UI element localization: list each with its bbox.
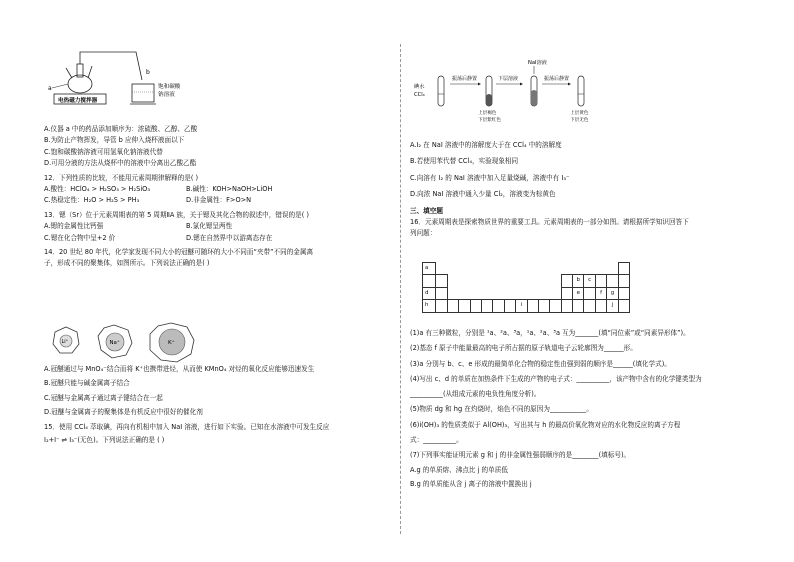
stirrer-label: 电热磁力搅拌器 xyxy=(58,98,98,104)
q16-item-1: (1)a 有三种微粒，分别是 ¹a、²a、³a，¹a、²a、³a 互为_______(填“同位素”或“同素异形体”)。 xyxy=(410,329,690,337)
crown-ether-li xyxy=(53,327,79,353)
q12-option-d: D.非金属性：F>O>N xyxy=(186,196,252,205)
q14-option-c: C.冠醚与金属离子通过离子键结合在一起 xyxy=(44,393,163,402)
q12-option-a: A.酸性：HClO₄ > H₂SO₃ > H₂SiO₃ xyxy=(44,185,151,194)
crown-ether-na xyxy=(98,325,132,358)
q14-stem-1: 14．20 世纪 80 年代，化学家发现不同大小的冠醚可随环的大小不同而“夹带”不同的金属离 xyxy=(44,248,314,257)
section-heading: 三、填空题 xyxy=(410,206,443,215)
q16-item-7: (7)下列事实能证明元素 g 和 j 的非金属性强弱顺序的是________(填标号)。 xyxy=(410,451,631,460)
q16-item-6: (6)i(OH)₃ 的性质类似于 Al(OH)₃，写出其与 h 的最高价氧化物对应的水化物反应的离子方程 xyxy=(410,421,681,430)
nai-label: NaI溶液 xyxy=(528,60,547,66)
ion-na: Na⁺ xyxy=(109,340,120,346)
cell-j: j xyxy=(607,300,618,312)
q11-option-a: A.仪器 a 中的药品添加顺序为：浓硫酸、乙醇、乙酸 xyxy=(44,125,198,133)
crown-ether-figure xyxy=(46,322,206,364)
flask-label-2: 钠溶液 xyxy=(158,92,175,98)
cell-h: h xyxy=(423,300,436,312)
esterification-apparatus-figure xyxy=(46,42,186,120)
extraction-experiment-figure xyxy=(414,56,614,132)
cell-b: b xyxy=(573,275,584,287)
periodic-table xyxy=(422,262,630,313)
q13-stem: 13．锶（Sr）位于元素周期表的第 5 周期ⅡA 族，关于锶及其化合物的叙述中，错误的是( ) xyxy=(44,210,309,219)
step3-label: 振荡后静置 xyxy=(544,76,570,82)
q13-options-row1 xyxy=(44,221,313,232)
q13-option-d: D.锶在自然界中以游离态存在 xyxy=(186,233,273,242)
q15-option-d: D.向浓 NaI 溶液中通入少量 Cl₂，溶液变为棕黄色 xyxy=(410,190,556,199)
q12-stem: 12．下列性质的比较，不能用元素周期律解释的是( ) xyxy=(44,173,199,182)
q16-item-5: (5)物质 dg 和 hg 在灼烧时，焰色不同的原因为___________。 xyxy=(410,405,593,414)
cell-d: d xyxy=(423,287,436,299)
q16-stem-2: 列问题： xyxy=(410,229,437,238)
q15-option-c: C.向溶有 I₂ 的 NaI 溶液中加入足量烧碱，溶液中有 I₃⁻ xyxy=(410,173,570,182)
q15-stem-2: I₂+I⁻ ⇌ I₃⁻(无色)。下列说法正确的是 ( ) xyxy=(44,436,165,445)
q12-option-b: B.碱性：KOH>NaOH>LiOH xyxy=(186,185,273,194)
q16-item-6-cont: 式：__________。 xyxy=(410,435,463,444)
ion-li: Li⁺ xyxy=(61,339,69,345)
q16-stem-1: 16．元素周期表是探索物质世界的重要工具。元素周期表的一部分如图。请根据所学知识回答下 xyxy=(410,218,689,227)
q14-option-a: A.冠醚通过与 MnO₄⁻结合而将 K⁺也携带进烃，从而使 KMnO₄ 对烃的氧化反应能够迅速发生 xyxy=(44,365,315,373)
q11-option-b: B.为防止产物挥发，导管 b 应伸入烧杯液面以下 xyxy=(44,136,185,145)
step1-label: 振荡后静置 xyxy=(452,76,478,82)
q12-options-row2 xyxy=(44,195,313,206)
flask-label-1: 饱和碳酸 xyxy=(158,84,181,90)
tube1-label-1: 碘水 xyxy=(414,84,425,90)
q16-item-4-cont: __________(从组成元素的电负性角度分析)。 xyxy=(410,389,541,398)
q16-item-7-option-b: B.g 的单质能从含 j 离子的溶液中置换出 j xyxy=(410,480,532,489)
q13-options-row2 xyxy=(44,233,313,244)
q12-options-row1 xyxy=(44,184,313,195)
q14-option-b: B.冠醚只能与碱金属离子结合 xyxy=(44,379,130,388)
label-b: b xyxy=(146,69,150,76)
q14-option-d: D.冠醚与金属离子的聚集体是有机反应中很好的催化剂 xyxy=(44,408,203,417)
q13-option-b: B.氯化锶呈两性 xyxy=(186,222,233,231)
q16-item-3: (3)a 分别与 b、c、e 形成的最简单化合物的稳定性由强到弱的顺序是______(填化学式)。 xyxy=(410,359,671,368)
tube2-caption-1: 上层褐色 xyxy=(478,111,497,116)
q11-option-d: D.可用分液的方法从烧杯中的溶液中分离出乙酸乙酯 xyxy=(44,159,197,168)
tube4-caption-1: 上层黄色 xyxy=(570,111,589,116)
q15-option-b: B.若使用苯代替 CCl₄，实验现象相同 xyxy=(410,157,519,166)
cell-i: i xyxy=(516,300,527,312)
cell-f: f xyxy=(595,287,606,299)
cell-a: a xyxy=(423,263,436,275)
q11-option-c: C.饱和碳酸钠溶液可用氢氧化钠溶液代替 xyxy=(44,147,163,156)
q13-option-a: A.锶的金属性比钙强 xyxy=(44,222,104,231)
q16-item-7-option-a: A.g 的单质熔、沸点比 j 的单质低 xyxy=(410,465,508,474)
q15-stem-1: 15．使用 CCl₄ 萃取碘，再向有机相中加入 NaI 溶液，进行如下实验。已知在水溶液中可发生反应 xyxy=(44,422,330,431)
cell-c: c xyxy=(584,275,595,287)
q16-item-2: (2)基态 f 原子中能量最高的电子所占据的原子轨道电子云轮廓图为______形。 xyxy=(410,344,637,353)
ion-k: K⁺ xyxy=(168,340,175,346)
tube4-caption-2: 下层无色 xyxy=(570,118,589,123)
cell-e: e xyxy=(573,287,584,299)
cell-g: g xyxy=(607,287,618,299)
label-a: a xyxy=(48,85,52,92)
q13-option-c: C.锶在化合物中呈+2 价 xyxy=(44,233,116,242)
column-divider xyxy=(400,44,401,534)
q15-option-a: A.I₂ 在 NaI 溶液中的溶解度大于在 CCl₄ 中的溶解度 xyxy=(410,141,562,149)
crown-ether-k xyxy=(150,323,194,362)
q12-option-c: C.热稳定性：H₂O > H₂S > PH₃ xyxy=(44,196,140,205)
step2-label: 下层溶液 xyxy=(498,76,519,82)
tube1-label-2: CCl₄ xyxy=(414,92,425,98)
q14-stem-2: 子，形成不同的聚集体，如图所示。下列说法正确的是( ) xyxy=(44,259,210,268)
tube2-caption-2: 下层紫红色 xyxy=(478,118,501,123)
q16-item-4: (4)写出 c、d 的单质在加热条件下生成的产物的电子式：__________，该产物中含有的化学键类型为 xyxy=(410,375,702,384)
